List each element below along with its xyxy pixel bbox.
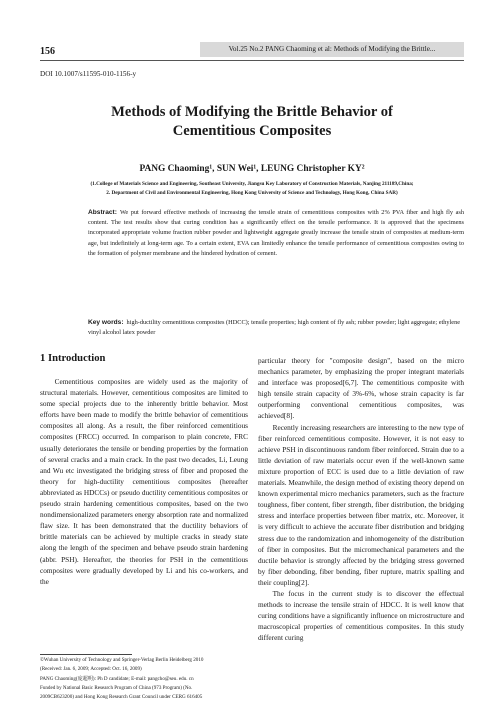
intro-paragraph-4: The focus in the current study is to discover the effectual methods to increase the tensile strain of HDCC. It is well know that curing conditions have a significantly influence on microstructure and macroscopical properties of cementitious composites. In this study different curing (258, 588, 464, 643)
abstract (88, 208, 464, 259)
footnote-rule (40, 654, 132, 655)
page-number: 156 (40, 46, 55, 57)
paper-title (40, 103, 464, 141)
keywords-text: high-ductility cementitious composites (HDCC); tensile properties; high content of fly ash; rubber powder; light aggregate; ethylene vinyl alcohol latex powder (88, 319, 461, 337)
footnote-funding-2: 2009CB623200) and Hong Kong Research Grant Council under CERG 616405 (40, 694, 203, 701)
intro-paragraph-2: particular theory for "composite design", based on the micro mechanics parameter, by emphasizing the proper integrant materials and interface was proposed[6,7]. The cementitious composite with high tensile strain capacity of 3%-6%, whose strain capacity is far outperforming conventional cementitious composites, was achieved[8]. (258, 356, 464, 421)
intro-paragraph-1: Cementitious composites are widely used as the majority of structural materials. However, cementitious composites are limited to some special projects due to the inherently brittle behavior. Most efforts have been made to modify the brittle behavior of cementitious composites all along. As a result, the fiber reinforced cementitious composites (FRCC) occurred. In comparison to plain concrete, FRC usually deteriorates the tensile or bending properties by the formation of several cracks and a main crack. In the past two decades, Li, Leung and Wu etc investigated the bridging stress of fiber and proposed the theory for high-ductility cementitious composites (hereafter abbreviated as HDCCs) or pseudo ductility cementitious composites or pseudo strain hardening cementitious composites, based on the two nondimensionalized parameters energy absorption rate and normalized flaw size. It has been demonstrated that the ductility behaviors of brittle materials can be achieved by multiple cracks in steady state along the length of the specimen and behave pseudo strain hardening (abbr. PSH). Hereafter, the theories for PSH in the cementitious composites were gradually developed by Li and his co-workers, and the (40, 377, 248, 586)
title-line-2: Cementitious Composites (172, 123, 332, 139)
affiliations (40, 180, 464, 198)
footnote-funding-1: Funded by National Basic Research Program of China (973 Program) (No. (40, 684, 193, 691)
section-heading: 1 Introduction (40, 353, 106, 364)
intro-paragraph-3: Recently increasing researchers are interesting to the new type of fiber reinforced cementitious composite. However, it is not easy to achieve PSH in discontinuous random fiber reinforced. Strain due to a little deviation of raw materials occur even if the well-known same mixture proportion of ECC is used due to a little deviation of raw materials. Meanwhile, the design method of existing theory depend on known experimental micro mechanics parameters, such as the fracture toughness, fiber content, fiber strength, fiber distribution, the bridging stress and interface properties between fiber matrix, etc. Moreover, it is very difficult to achieve the accurate fiber distribution and bridging stress due to the randomization and inhomogeneity of the distribution of fiber in composites. But the micromechanical parameters and the ductile behavior is strongly affected by the bridging stress governed by fiber debonding, fiber bending, fiber rupture, matrix spalling and their coupling[2]. (258, 422, 464, 587)
footnote-copyright: ©Wuhan University of Technology and Springer-Verlag Berlin Heidelberg 2010 (40, 657, 204, 663)
footnotes (40, 656, 250, 702)
abstract-text: We put forward effective methods of increasing the tensile strain of cementitious composites with 2% PVA fiber and high fly ash content. The test results show that curing condition has a significantly effect on the tensile performance. It is approved that the specimens incorporated appropriate volume fraction rubber powder and lightweight aggregate greatly increase the tensile strain of composites at medium-term age, but indefinitely at long-term age. To a certain extent, EVA can limitedly enhance the tensile performance of cementitious composites owing to the formation of polymer membrane and the hindered hydration of cement. (88, 209, 464, 257)
abstract-label: Abstract: (88, 209, 117, 216)
header-rule (40, 60, 464, 61)
doi: DOI 10.1007/s11595-010-1156-y (40, 70, 137, 78)
authors: PANG Chaoming¹, SUN Wei¹, LEUNG Christopher KY² (139, 164, 365, 174)
left-column (40, 376, 248, 587)
footnote-dates: (Received: Jan. 6, 2009; Accepted: Oct. 16, 2009) (40, 666, 142, 673)
footnote-author: PANG Chaoming(庞超明): Ph D candidate; E-mail: pangcho@seu. edu. cn (40, 675, 194, 682)
affiliation-1: (1.College of Materials Science and Engineering, Southeast University, Jiangsu Key Laboratory of Construction Materials, Nanjing 211189,China; (90, 181, 414, 187)
keywords (88, 318, 464, 338)
right-column (258, 355, 464, 643)
running-title: Vol.25 No.2 PANG Chaoming et al: Methods of Modifying the Brittle... (200, 42, 464, 57)
title-line-1: Methods of Modifying the Brittle Behavior of (111, 104, 393, 120)
affiliation-2: 2. Department of Civil and Environmental Engineering, Hong Kong University of Science and Technology, Hong Kong, China SAR) (106, 190, 398, 196)
keywords-label: Key words: (88, 319, 124, 326)
